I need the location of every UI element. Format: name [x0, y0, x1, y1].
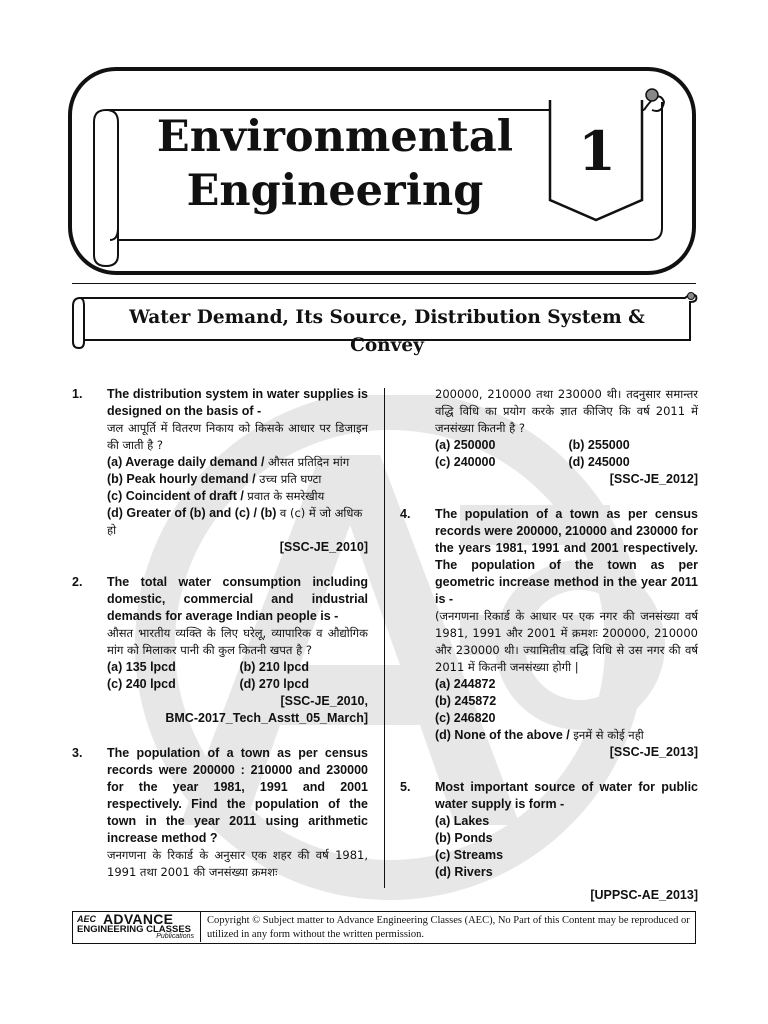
question-text: Most important source of water for public water supply is form - [435, 780, 698, 811]
option-a: (a) 250000 [435, 438, 496, 452]
chapter-number: 1 [578, 119, 616, 183]
option-d: (d) Greater of (b) and (c) / (b) व (c) में जो अधिक हो [107, 506, 363, 537]
title-line-2: Engineering [186, 166, 484, 216]
question-3 [72, 745, 368, 881]
option-a: (a) Average daily demand / औसत प्रतिदिन मांग [107, 455, 350, 469]
option-a: (a) 244872 [435, 677, 496, 691]
option-b: (b) 255000 [568, 438, 630, 452]
option-c: (c) 246820 [435, 711, 496, 725]
option-b: (b) 245872 [435, 694, 497, 708]
question-2 [72, 574, 368, 727]
question-text-hindi: 200000, 210000 तथा 230000 थी। तदनुसार समान्तर वद्ध‍ि विधि का प्रयोग करके ज्ञात कीजिए कि वर्ष 2011 में जनसंख्या कितनी है ? [435, 387, 698, 435]
question-number: 3. [72, 746, 83, 760]
exam-source: BMC-2017_Tech_Asstt_05_March] [165, 711, 368, 725]
option-b: (b) Peak hourly demand / उच्च प्रति घण्टा [107, 472, 322, 486]
page-footer [72, 911, 696, 944]
left-column [72, 386, 368, 881]
question-3-continued [400, 386, 698, 488]
option-c: (c) Coincident of draft / प्रवात के समरेखीय [107, 489, 325, 503]
section-title: Water Demand, Its Source, Distribution System & Convey [129, 307, 645, 356]
question-text: The total water consumption including domestic, commercial and industrial demands for average Indian people is - [107, 575, 368, 623]
option-d: (d) 270 lpcd [239, 677, 309, 691]
option-a: (a) Lakes [435, 814, 490, 828]
divider-line [72, 283, 696, 284]
question-text: The population of a town as per census records were 200000 : 210000 and 230000 for the year 1981, 1991 and 2001 respectively. Find the population of the town in the year 2011 using arithmetic increase method ? [107, 746, 368, 845]
question-number: 4. [400, 507, 411, 521]
exam-source: [SSC-JE_2010] [279, 540, 368, 554]
question-5 [400, 779, 698, 904]
option-c: (c) 240 lpcd [107, 677, 176, 691]
exam-source: [SSC-JE_2012] [609, 472, 698, 486]
copyright-notice: Copyright © Subject matter to Advance Engineering Classes (AEC), No Part of this Content may be reproduced or utilized in any form without the written permission. [207, 915, 690, 940]
option-c: (c) 240000 [435, 455, 496, 469]
option-d: (d) 245000 [568, 455, 630, 469]
logo-text-advance: ADVANCE [103, 911, 174, 927]
chapter-title [120, 110, 550, 218]
question-text-hindi: जनगणना के रिकार्ड के अनुसार एक शहर की वर्ष 1981, 1991 तथा 2001 की जनसंख्या क्रमशः [107, 848, 368, 879]
option-a: (a) 135 lpcd [107, 660, 176, 674]
question-text-hindi: जल आपूर्ति में वितरण निकाय को किसके आधार पर डिजाइन की जाती है ? [107, 421, 368, 452]
option-b: (b) 210 lpcd [239, 660, 309, 674]
exam-source: [SSC-JE_2013] [609, 745, 698, 759]
option-c: (c) Streams [435, 848, 504, 862]
column-divider [384, 388, 385, 888]
logo-mark: AEC [77, 914, 97, 924]
aec-logo [73, 912, 201, 942]
logo-text-engineering-classes: ENGINEERING CLASSES [77, 924, 192, 935]
question-4 [400, 506, 698, 761]
right-column [400, 386, 698, 922]
option-d: (d) Rivers [435, 865, 493, 879]
title-line-1: Environmental [156, 112, 514, 162]
question-text: The population of a town as per census records were 200000, 210000 and 230000 for the years 1981, 1991 and 2001 respectively. The population of the town as per geometric increase method in the year 2011 is - [435, 507, 698, 606]
question-1 [72, 386, 368, 556]
question-number: 1. [72, 387, 83, 401]
question-text: The distribution system in water supplies is designed on the basis of - [107, 387, 368, 418]
option-b: (b) Ponds [435, 831, 493, 845]
exam-source: [UPPSC-AE_2013] [590, 888, 698, 902]
question-number: 5. [400, 780, 411, 794]
option-d: (d) None of the above / इनमें से कोई नही [435, 728, 644, 742]
question-number: 2. [72, 575, 83, 589]
logo-text-publications: Publications [156, 933, 194, 940]
question-text-hindi: औसत भारतीय व्यक्ति के लिए घरेलू, व्यापारिक व औद्योगिक मांग को मिलाकर पानी की कुल कितनी खपत है ? [107, 626, 368, 657]
exam-source: [SSC-JE_2010, [280, 694, 368, 708]
question-text-hindi: (जनगणना रिकार्ड के आधार पर एक नगर की जनसंख्या वर्ष 1981, 1991 और 2001 में क्रमशः 200000, 210000 और 230000 थी। ज्यामितीय वद्ध‍ि विधि से उस नगर की वर्ष 2011 में कितनी जनसंख्या होगी | [435, 609, 698, 674]
